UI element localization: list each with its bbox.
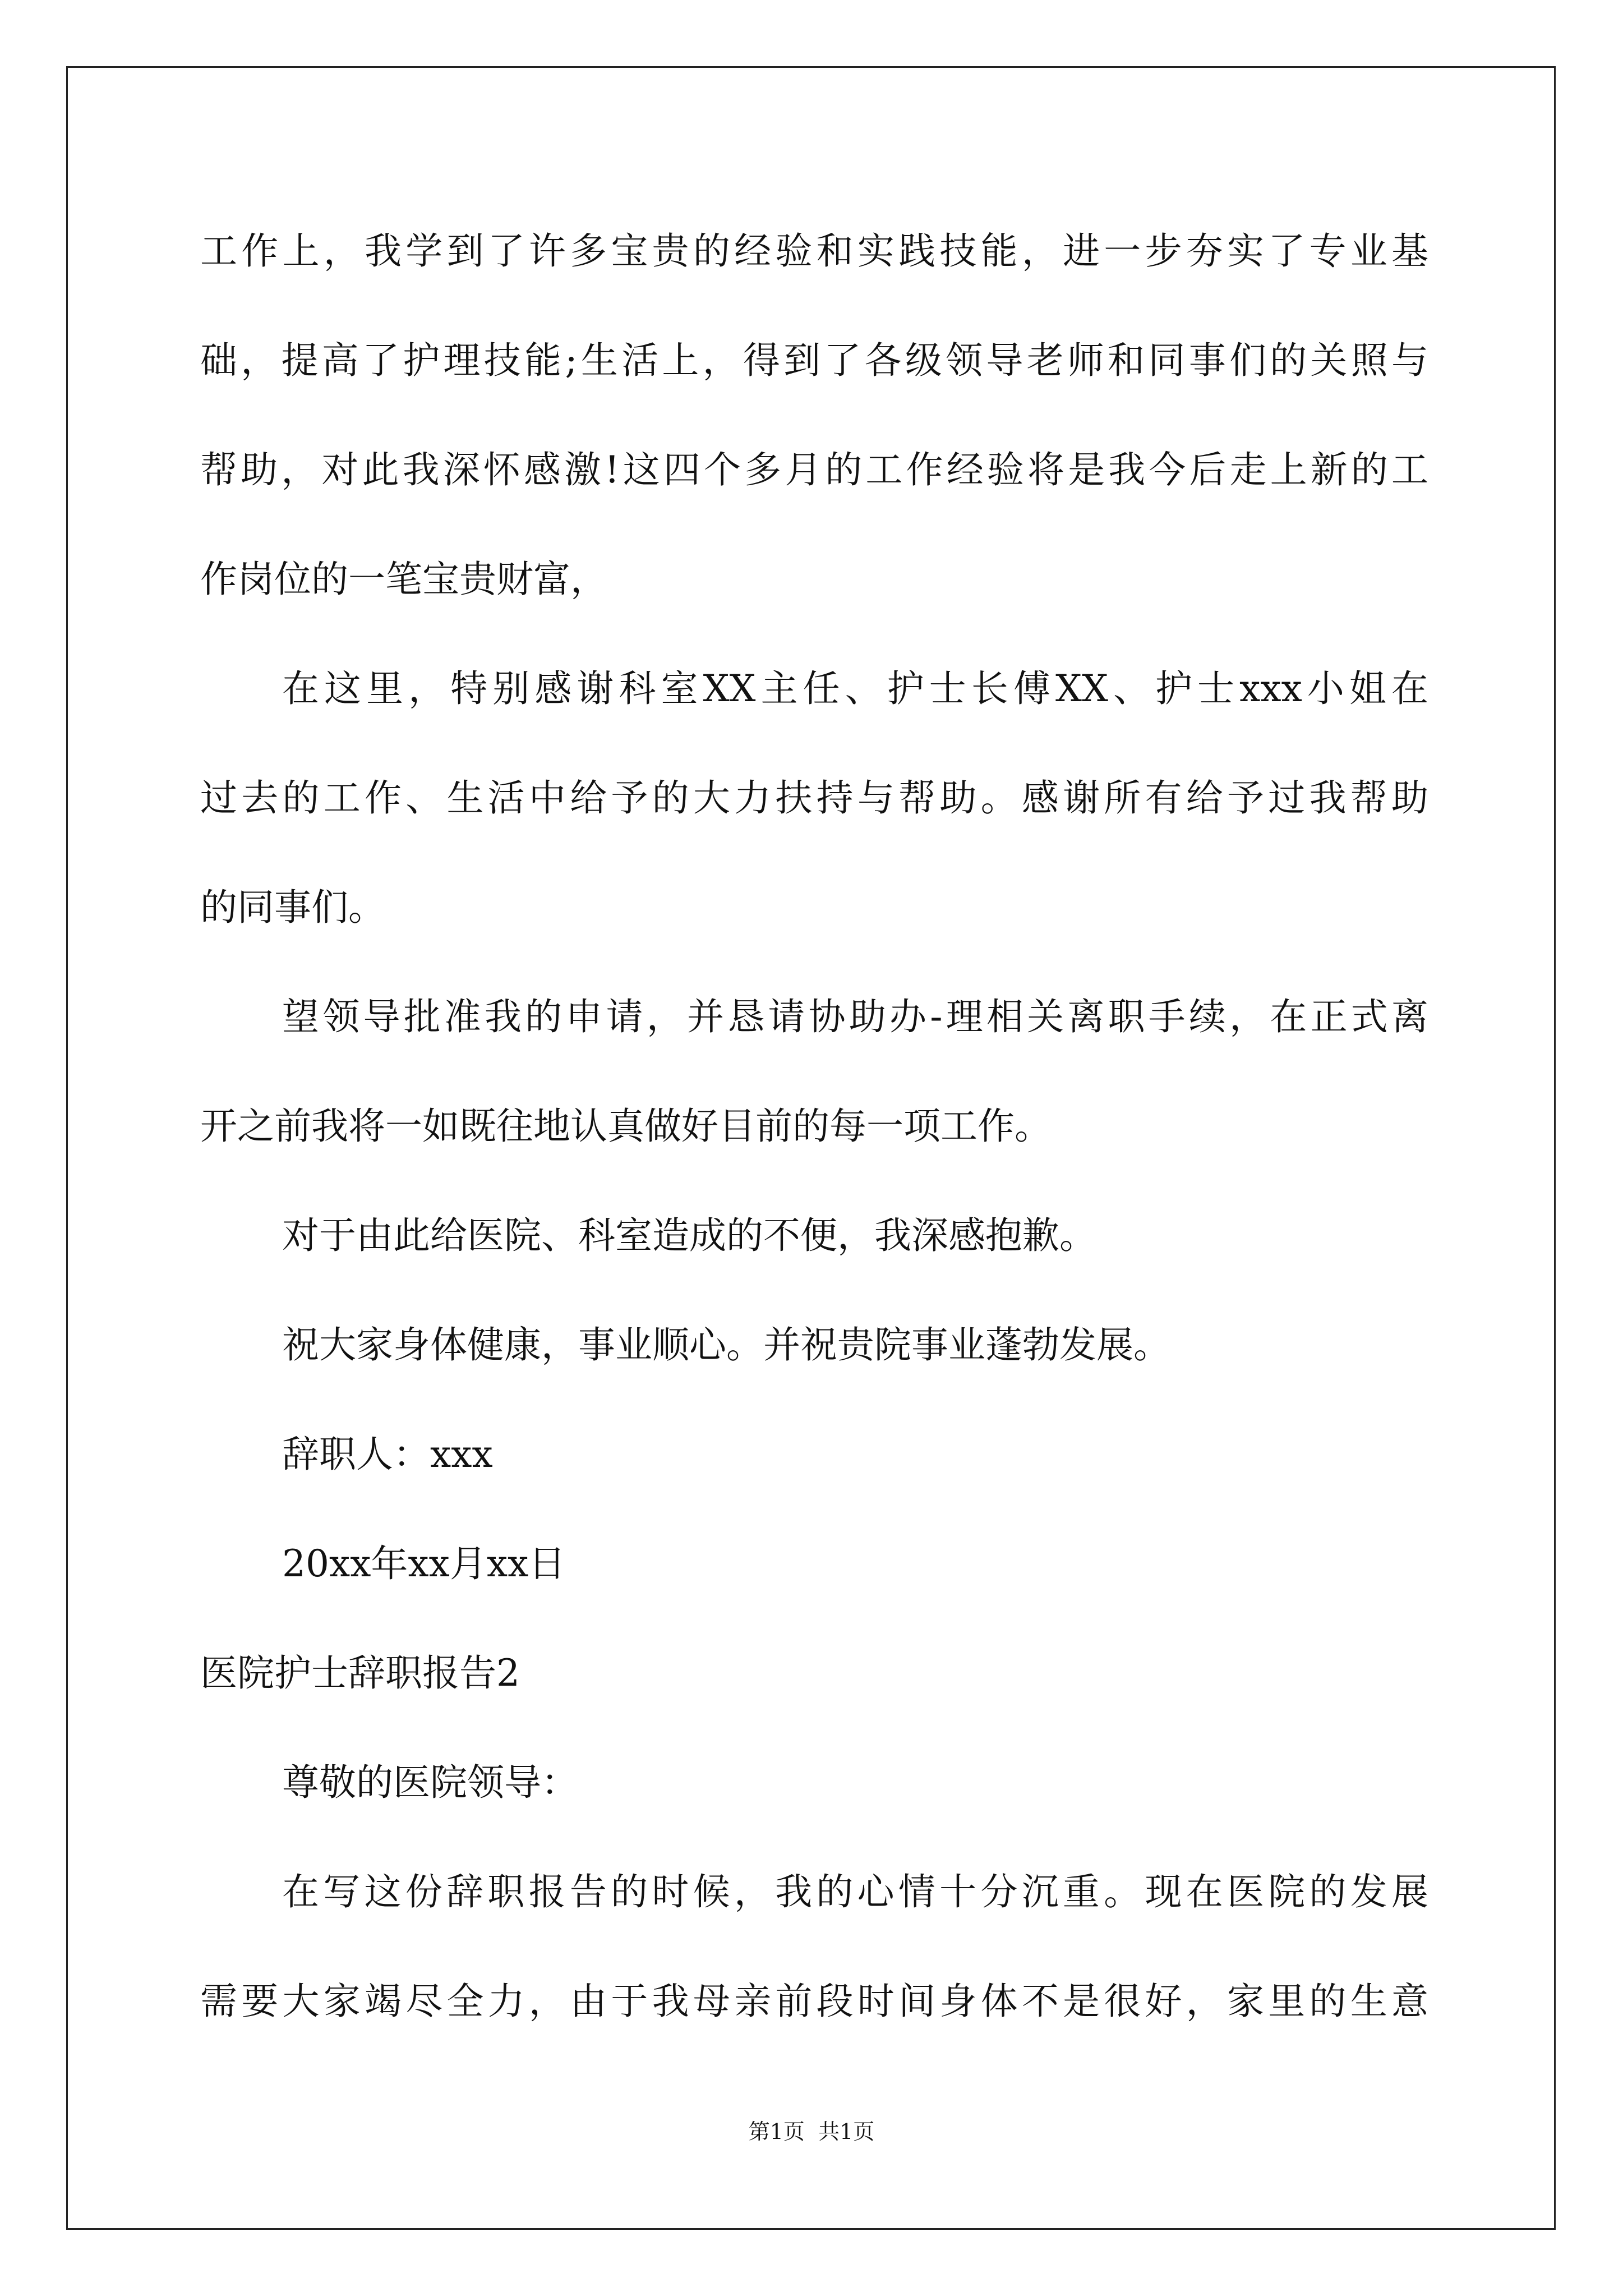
section-heading: 医院护士辞职报告2 [200, 1651, 520, 1695]
text-line: 过去的工作、生活中给予的大力扶持与帮助。感谢所有给予过我帮助 [200, 776, 1428, 820]
text-line: 开之前我将一如既往地认真做好目前的每一项工作。 [200, 1105, 1052, 1148]
page-number-footer: 第1页 共1页 [748, 2119, 875, 2144]
text-line: 础，提高了护理技能;生活上，得到了各级领导老师和同事们的关照与 [200, 339, 1428, 382]
text-line: 的同事们。 [200, 886, 385, 929]
text-line: 祝大家身体健康，事业顺心。并祝贵院事业蓬勃发展。 [282, 1323, 1170, 1366]
text-line: 需要大家竭尽全力，由于我母亲前段时间身体不是很好，家里的生意 [200, 1980, 1428, 2023]
text-line: 对于由此给医院、科室造成的不便，我深感抱歉。 [282, 1214, 1096, 1257]
signature-line: 辞职人：xxx [282, 1433, 493, 1476]
text-line: 在这里，特别感谢科室XX主任、护士长傅XX、护士xxx小姐在 [282, 667, 1428, 710]
text-line: 工作上，我学到了许多宝贵的经验和实践技能，进一步夯实了专业基 [200, 229, 1428, 273]
text-line: 在写这份辞职报告的时候，我的心情十分沉重。现在医院的发展 [282, 1870, 1428, 1913]
text-line: 帮助，对此我深怀感激!这四个多月的工作经验将是我今后走上新的工 [200, 448, 1428, 491]
date-line: 20xx年xx月xx日 [282, 1542, 566, 1585]
salutation: 尊敬的医院领导： [282, 1761, 578, 1804]
text-line: 望领导批准我的申请，并恳请协助办-理相关离职手续，在正式离 [282, 995, 1428, 1038]
text-line: 作岗位的一笔宝贵财富， [200, 558, 607, 601]
